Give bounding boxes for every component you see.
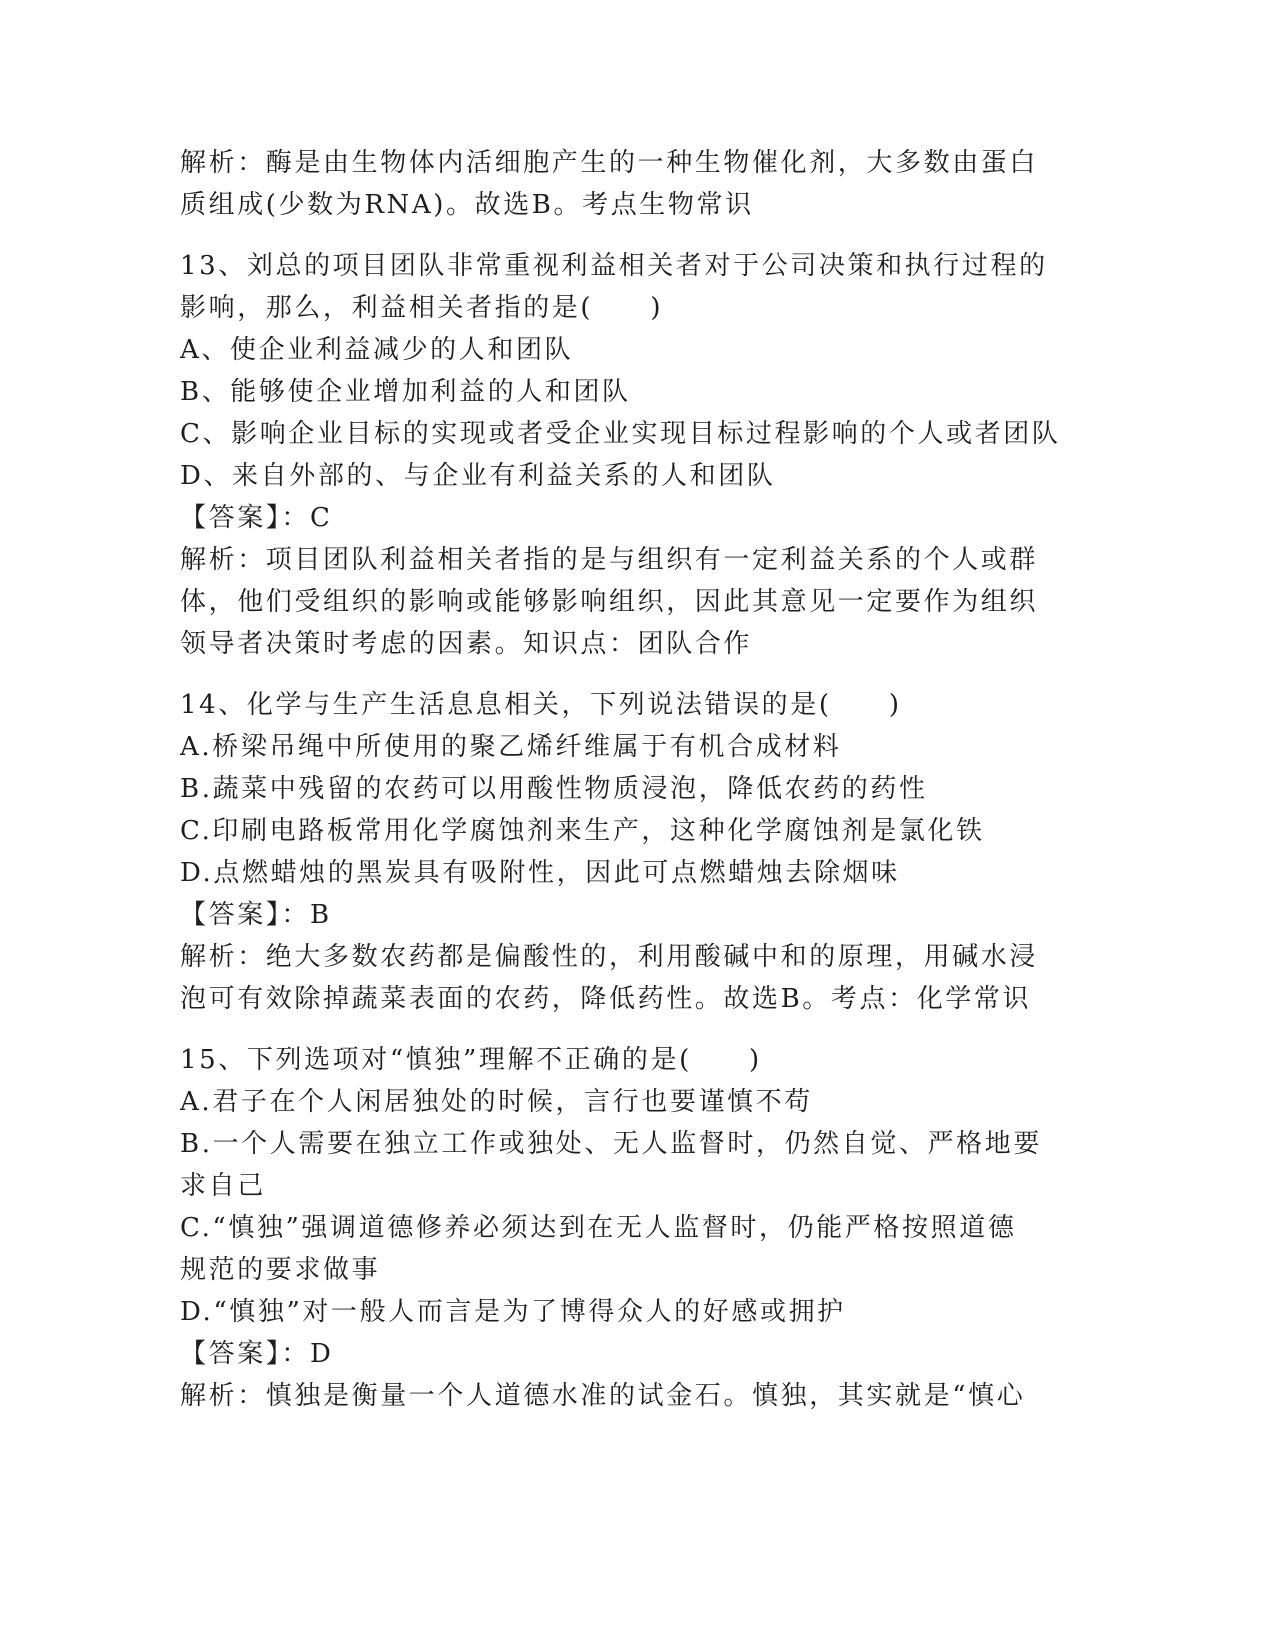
- option-d: D.点燃蜡烛的黑炭具有吸附性，因此可点燃蜡烛去除烟味: [180, 858, 900, 888]
- analysis-line: 解析：酶是由生物体内活细胞产生的一种生物催化剂，大多数由蛋白: [180, 148, 1039, 178]
- option-a: A.君子在个人闲居独处的时候，言行也要谨慎不苟: [180, 1087, 813, 1117]
- analysis-line: 泡可有效除掉蔬菜表面的农药，降低药性。故选B。考点：化学常识: [180, 984, 1032, 1014]
- option-c: C.印刷电路板常用化学腐蚀剂来生产，这种化学腐蚀剂是氯化铁: [180, 816, 985, 846]
- option-c-cont: 规范的要求做事: [180, 1255, 381, 1285]
- document-page: [180, 142, 1061, 1417]
- option-c: C.“慎独”强调道德修养必须达到在无人监督时，仍能严格按照道德: [180, 1213, 1017, 1243]
- option-b: B、能够使企业增加利益的人和团队: [180, 377, 631, 407]
- analysis-line: 解析：绝大多数农药都是偏酸性的，利用酸碱中和的原理，用碱水浸: [180, 942, 1039, 972]
- option-c: C、影响企业目标的实现或者受企业实现目标过程影响的个人或者团队: [180, 419, 1061, 449]
- analysis-line: 解析：项目团队利益相关者指的是与组织有一定利益关系的个人或群: [180, 545, 1039, 575]
- option-a: A.桥梁吊绳中所使用的聚乙烯纤维属于有机合成材料: [180, 732, 842, 762]
- analysis-line: 体，他们受组织的影响或能够影响组织，因此其意见一定要作为组织: [180, 587, 1039, 617]
- question-stem: 15、下列选项对“慎独”理解不正确的是( ): [180, 1045, 762, 1075]
- question-stem: 13、刘总的项目团队非常重视利益相关者对于公司决策和执行过程的: [180, 251, 1048, 281]
- answer: 【答案】：D: [180, 1339, 334, 1369]
- option-b: B.蔬菜中残留的农药可以用酸性物质浸泡，降低农药的药性: [180, 774, 928, 804]
- option-b-cont: 求自己: [180, 1171, 266, 1201]
- question-stem: 14、化学与生产生活息息相关，下列说法错误的是( ): [180, 690, 902, 720]
- answer: 【答案】：B: [180, 900, 332, 930]
- question-stem: 影响，那么，利益相关者指的是( ): [180, 293, 664, 323]
- analysis-q12: [180, 142, 1040, 226]
- question-13: [180, 245, 1061, 665]
- analysis-line: 质组成(少数为RNA)。故选B。考点生物常识: [180, 190, 754, 220]
- question-15: [180, 1039, 1040, 1417]
- option-d: D、来自外部的、与企业有利益关系的人和团队: [180, 461, 776, 491]
- analysis-line: 领导者决策时考虑的因素。知识点：团队合作: [180, 629, 753, 659]
- option-a: A、使企业利益减少的人和团队: [180, 335, 574, 365]
- analysis-line: 解析：慎独是衡量一个人道德水准的试金石。慎独，其实就是“慎心: [180, 1381, 1026, 1411]
- answer: 【答案】：C: [180, 503, 333, 533]
- question-14: [180, 684, 1040, 1020]
- option-d: D.“慎独”对一般人而言是为了博得众人的好感或拥护: [180, 1297, 846, 1327]
- option-b: B.一个人需要在独立工作或独处、无人监督时，仍然自觉、严格地要: [180, 1129, 1042, 1159]
